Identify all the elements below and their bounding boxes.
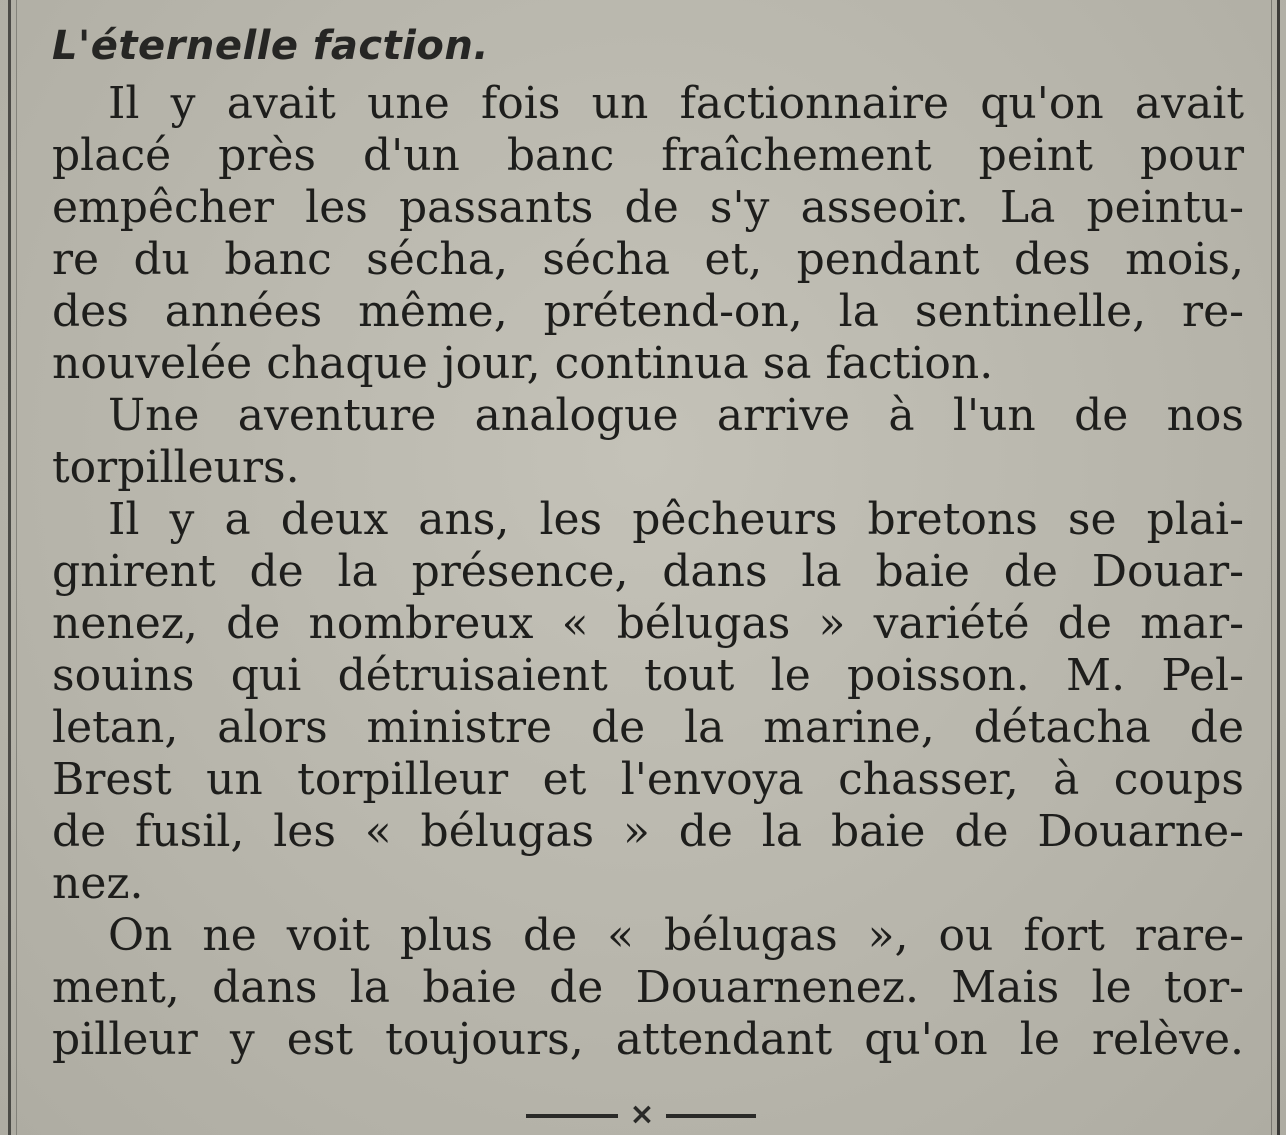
text-line: Brest un torpilleur et l'envoya chasser, à coups — [52, 754, 1244, 805]
text-line: nez. — [52, 858, 144, 909]
right-column-rule-thin — [1271, 0, 1272, 1135]
paragraph-3 — [52, 494, 1244, 910]
article — [52, 18, 1244, 1066]
paragraph-4 — [52, 910, 1244, 1066]
separator-cross: × — [629, 1097, 655, 1132]
text-line: empêcher les passants de s'y asseoir. La peintu- — [52, 182, 1244, 233]
text-line: gnirent de la présence, dans la baie de Douar- — [52, 546, 1244, 597]
separator-dash-left — [526, 1114, 618, 1118]
paragraph-2 — [52, 390, 1244, 494]
text-line: letan, alors ministre de la marine, détacha de — [52, 702, 1244, 753]
text-line: nouvelée chaque jour, continua sa faction. — [52, 338, 994, 389]
text-line: torpilleurs. — [52, 442, 300, 493]
text-line: re du banc sécha, sécha et, pendant des mois, — [52, 234, 1244, 285]
right-column-rule — [1277, 0, 1280, 1135]
text-line: de fusil, les « bélugas » de la baie de Douarne- — [52, 806, 1244, 857]
text-line: Une aventure analogue arrive à l'un de nos — [108, 390, 1244, 441]
text-line: pilleur y est toujours, attendant qu'on le relève. — [52, 1014, 1244, 1065]
left-column-rule — [8, 0, 11, 1135]
left-column-rule-thin — [16, 0, 17, 1135]
text-line: des années même, prétend-on, la sentinelle, re- — [52, 286, 1244, 337]
text-line: souins qui détruisaient tout le poisson. M. Pel- — [52, 650, 1244, 701]
end-separator — [526, 1095, 756, 1135]
text-line: Il y avait une fois un factionnaire qu'on avait — [108, 78, 1244, 129]
text-line: placé près d'un banc fraîchement peint pour — [52, 130, 1244, 181]
separator-dash-right — [666, 1114, 756, 1118]
article-headline: L'éternelle faction. — [52, 23, 490, 69]
text-line: Il y a deux ans, les pêcheurs bretons se plai- — [108, 494, 1244, 545]
text-line: ment, dans la baie de Douarnenez. Mais le tor- — [52, 962, 1244, 1013]
text-line: nenez, de nombreux « bélugas » variété de mar- — [52, 598, 1244, 649]
text-line: On ne voit plus de « bélugas », ou fort rare- — [108, 910, 1244, 961]
paragraph-1 — [52, 78, 1244, 390]
